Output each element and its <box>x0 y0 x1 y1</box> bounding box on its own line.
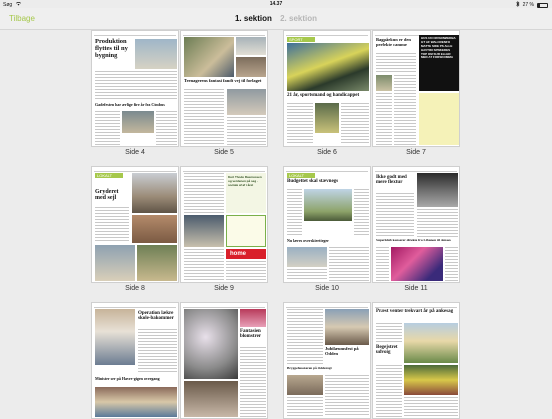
article-photo <box>287 375 323 395</box>
article-photo <box>315 103 339 133</box>
spread-side-14-15[interactable] <box>283 302 460 419</box>
text-column <box>445 247 458 281</box>
text-column <box>184 173 224 213</box>
tab-section-2[interactable]: 2. sektion <box>280 14 318 23</box>
article-photo <box>95 245 135 281</box>
page-headline: Produktion flyttes til ny bygning <box>95 38 128 59</box>
text-column <box>376 53 416 73</box>
page-thumbnail-side-8[interactable] <box>91 166 179 283</box>
page-thumbnail-side-12[interactable] <box>91 302 179 419</box>
article-photo <box>287 43 369 91</box>
advertisement: Kurt Thode Rasmussen og verdenen på seg - sociale af af i året <box>226 173 266 213</box>
page-subheadline: Begejstret udvoig <box>376 345 398 356</box>
article-photo <box>287 247 327 267</box>
page-label-side-9: Side 9 <box>214 285 234 292</box>
text-column <box>184 249 224 281</box>
masthead <box>94 33 176 36</box>
page-thumbnail-side-14[interactable] <box>283 302 371 419</box>
text-column <box>287 103 313 145</box>
page-headline: Teenagerens fantasi fandt vej til forlaget <box>184 78 262 83</box>
text-column <box>287 397 323 417</box>
article-photo <box>404 323 458 363</box>
article-photo <box>122 111 154 133</box>
text-column <box>227 117 266 145</box>
page-label-side-8: Side 8 <box>125 285 145 292</box>
spread-side-12-13[interactable] <box>91 302 268 419</box>
section-flag: LOKALT <box>287 173 315 178</box>
tab-section-1[interactable]: 1. sektion <box>234 14 272 23</box>
masthead <box>183 33 265 36</box>
page-headline: Bagpåekun er den perfekte camme <box>376 37 411 47</box>
article-photo <box>132 173 177 213</box>
article-photo <box>325 309 369 345</box>
masthead <box>286 33 368 36</box>
text-column <box>354 189 369 237</box>
text-column <box>376 365 402 417</box>
article-photo <box>184 381 238 417</box>
text-column <box>376 93 392 145</box>
text-column <box>138 329 177 373</box>
article-photo <box>376 75 392 91</box>
text-column <box>376 193 414 237</box>
page-thumbnail-side-15[interactable] <box>372 302 460 419</box>
text-column <box>240 347 266 417</box>
spread-side-10-11[interactable] <box>283 166 460 292</box>
article-photo <box>304 189 352 221</box>
page-headline: Operation lækre skole-bakommer <box>138 311 174 322</box>
section-flag: SPORT <box>287 37 315 42</box>
article-photo <box>137 245 177 281</box>
masthead <box>375 169 457 172</box>
navigation-bar <box>0 8 552 30</box>
article-photo <box>236 57 266 77</box>
text-column <box>287 189 302 237</box>
text-column <box>376 323 402 343</box>
page-thumbnail-side-13[interactable] <box>180 302 268 419</box>
page-headline: Budgettet skal stævnegs <box>287 179 339 184</box>
page-thumbnail-side-9[interactable] <box>180 166 268 283</box>
article-photo <box>184 309 238 379</box>
spread-side-4-5[interactable] <box>91 30 268 156</box>
page-thumbnail-side-6[interactable] <box>283 30 371 147</box>
advertisement: HUS UN OFFENWIEDBA GT AF WALCRENFO MATTE SIDE PS ALLE HAVTIDI SPNKEDES TOP OM SUR ELLER MED AT FORSKOMMA <box>419 35 459 91</box>
page-thumbnail-side-11[interactable] <box>372 166 460 283</box>
home-logo: home <box>226 249 266 259</box>
page-headline: Ikke godt med mere flextur <box>376 175 407 186</box>
page-label-side-10: Side 10 <box>315 285 339 292</box>
article-photo <box>132 215 177 243</box>
article-photo <box>184 37 234 77</box>
article-photo <box>227 89 266 115</box>
text-column <box>329 247 369 281</box>
page-headline: Præst venter trekvart år på ankesag <box>376 309 454 314</box>
page-headline: Jubilæumsfest på Odden <box>325 346 359 356</box>
masthead <box>94 169 176 172</box>
spread-side-6-7[interactable] <box>283 30 460 156</box>
masthead <box>183 169 265 172</box>
page-label-side-7: Side 7 <box>406 149 426 156</box>
section-flag: LOKALT <box>95 173 123 178</box>
text-column <box>394 75 416 145</box>
advertisement-panel <box>226 215 266 247</box>
status-time: 14.37 <box>269 1 283 7</box>
text-column <box>376 247 389 281</box>
page-headline: Gryderet med sejl <box>95 189 119 202</box>
text-column <box>341 103 369 145</box>
page-subheadline: Superklub konserer direkte fra Libanon til Amaes <box>376 238 451 242</box>
page-grid <box>0 30 552 414</box>
page-subheadline: Minister ser på Havre-gigen overgang <box>95 376 160 381</box>
page-thumbnail-side-5[interactable] <box>180 30 268 147</box>
page-headline: Fantasien blomstrer <box>240 329 262 340</box>
spread-side-8-9[interactable] <box>91 166 268 292</box>
text-column <box>184 89 224 145</box>
article-photo <box>240 309 266 327</box>
page-label-side-4: Side 4 <box>125 149 145 156</box>
carrier-label: Søg <box>3 1 13 8</box>
text-column <box>404 397 458 417</box>
masthead <box>286 305 368 308</box>
text-column <box>287 269 327 281</box>
page-subheadline: Nu læres overskiertirger <box>287 238 329 243</box>
page-headline: 21 år, sportsmand og handicappet <box>287 93 360 98</box>
text-column <box>95 71 177 101</box>
text-column <box>156 111 177 145</box>
text-column <box>417 209 458 237</box>
article-photo <box>184 215 224 247</box>
page-label-side-5: Side 5 <box>214 149 234 156</box>
page-label-side-11: Side 11 <box>404 285 428 292</box>
text-column <box>226 261 266 281</box>
article-photo <box>95 309 135 365</box>
masthead <box>375 305 457 308</box>
page-subheadline: Bryggehusstøren på Odderegi <box>287 366 332 370</box>
page-thumbnail-side-10[interactable] <box>283 166 371 283</box>
article-photo <box>135 39 177 69</box>
text-column <box>325 375 369 417</box>
article-photo <box>404 365 458 395</box>
page-thumbnail-side-7[interactable] <box>372 30 460 147</box>
page-thumbnail-side-4[interactable] <box>91 30 179 147</box>
article-photo <box>95 387 177 417</box>
advertisement-panel <box>419 93 459 145</box>
battery-icon <box>537 3 548 8</box>
text-column <box>95 111 120 145</box>
page-subheadline: Gadefesten har ærlige fire år fra Cimbus <box>95 102 165 107</box>
section-tabs <box>0 14 552 23</box>
status-bar <box>0 0 552 8</box>
article-photo <box>236 37 266 55</box>
text-column <box>95 207 129 241</box>
masthead <box>94 305 176 308</box>
article-photo <box>417 173 458 207</box>
article-photo <box>391 247 443 281</box>
battery-percent: 27 % <box>522 2 534 8</box>
page-label-side-6: Side 6 <box>317 149 337 156</box>
masthead <box>183 305 265 308</box>
text-column <box>287 309 323 365</box>
back-button[interactable]: Tilbage <box>9 14 35 23</box>
masthead <box>286 169 368 172</box>
